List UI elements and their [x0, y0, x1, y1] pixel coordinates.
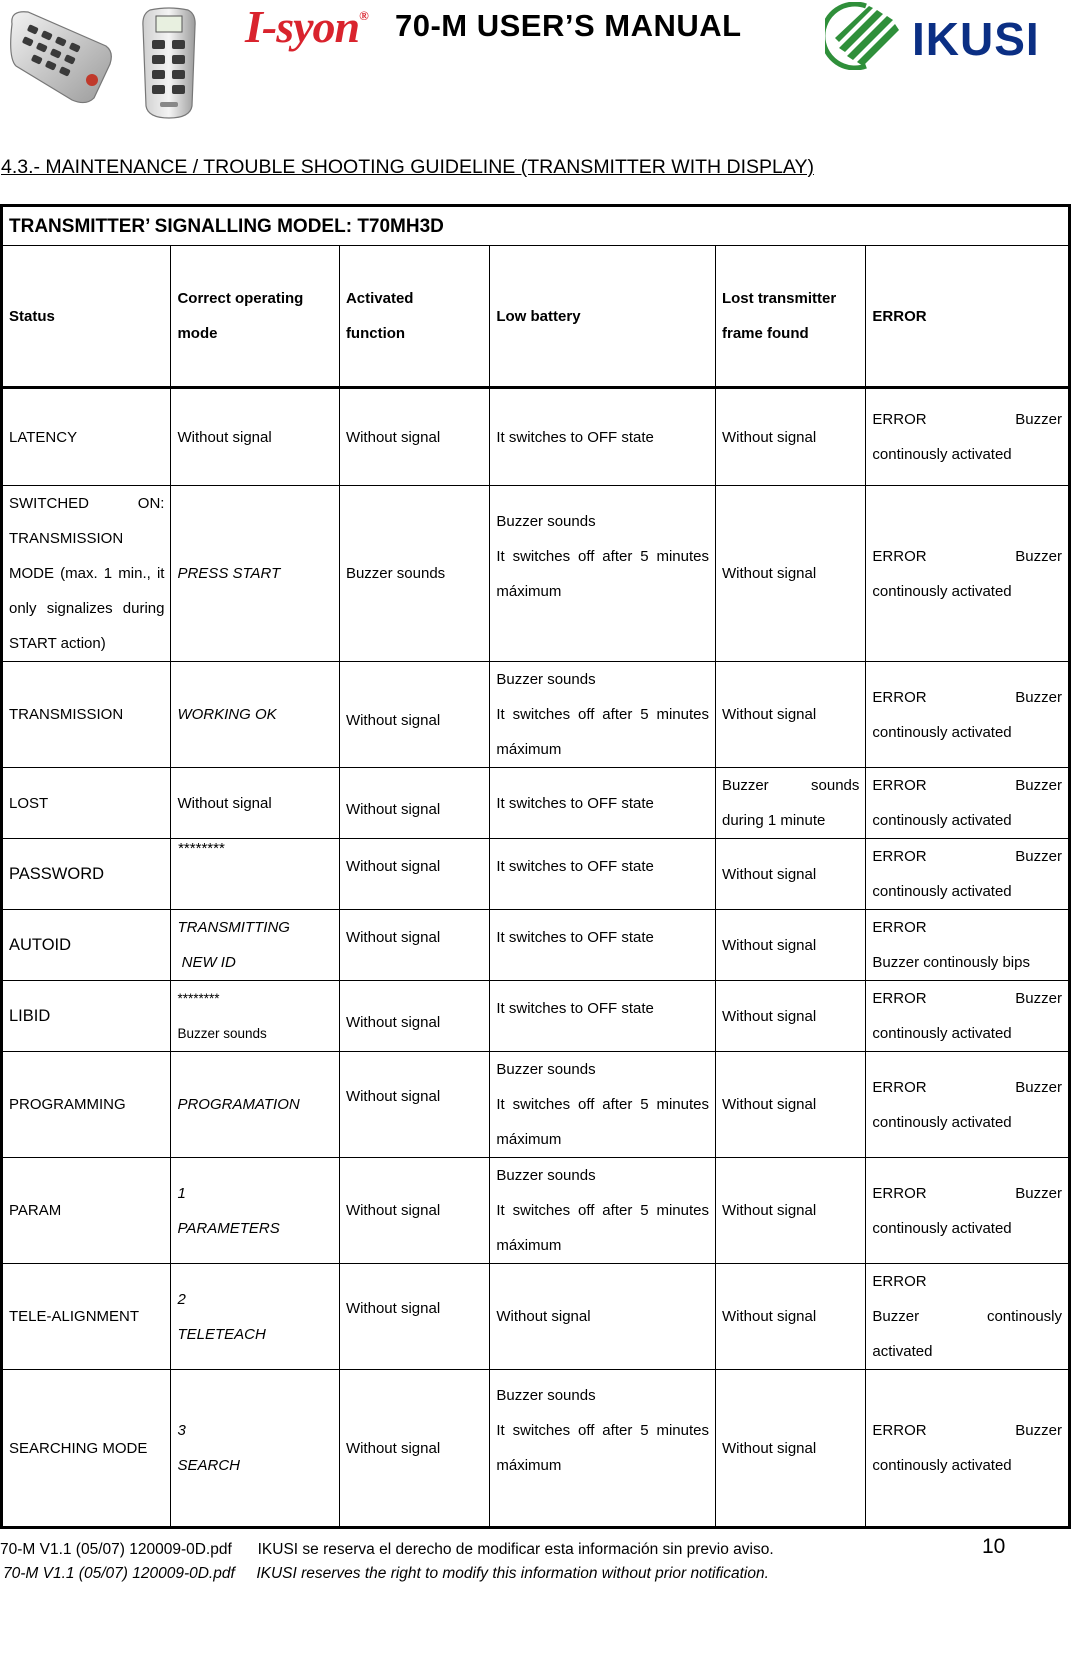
footer-line-spanish: 70-M V1.1 (05/07) 120009-0D.pdf IKUSI se reserva el derecho de modificar esta información sin previo aviso.	[0, 1541, 774, 1558]
error-line2: continously activated	[872, 446, 1012, 463]
page-header	[0, 0, 1072, 125]
cell-activated	[339, 839, 489, 910]
error-line2: continously activated	[872, 883, 1012, 900]
correct-line2: NEW ID	[177, 954, 236, 971]
battery-line1: Buzzer sounds	[496, 1387, 596, 1404]
cell-error	[866, 1264, 1070, 1370]
table-header-row	[2, 246, 1070, 388]
cell-activated	[339, 768, 489, 839]
activated-text: Without signal	[345, 712, 441, 729]
cell-error	[866, 981, 1070, 1052]
cell-battery	[490, 981, 716, 1052]
correct-line1: 3	[177, 1422, 186, 1439]
cell-lost: Without signal	[715, 1158, 865, 1264]
cell-correct	[171, 1370, 339, 1528]
cell-error	[866, 662, 1070, 768]
cell-battery: It switches to OFF state	[490, 768, 716, 839]
cell-activated	[339, 1264, 489, 1370]
error-line1: ERROR Buzzer	[872, 848, 1062, 865]
section-heading: 4.3.- MAINTENANCE / TROUBLE SHOOTING GUIDELINE (TRANSMITTER WITH DISPLAY)	[1, 156, 814, 178]
table-row	[2, 981, 1070, 1052]
error-line1: ERROR	[872, 1273, 927, 1290]
error-line2: continously activated	[872, 1219, 1012, 1237]
cell-activated: Without signal	[339, 1370, 489, 1528]
cell-battery: Without signal	[490, 1264, 716, 1370]
cell-error	[866, 1052, 1070, 1158]
cell-status: SEARCHING MODE	[2, 1370, 171, 1528]
manual-title: 70-M USER’S MANUAL	[395, 8, 742, 43]
battery-line2: It switches off after 5 minutes	[496, 547, 709, 565]
table-row	[2, 768, 1070, 839]
battery-text: It switches to OFF state	[496, 999, 654, 1017]
cell-correct	[171, 1264, 339, 1370]
cell-status: LOST	[2, 768, 171, 839]
footer-line-english: 70-M V1.1 (05/07) 120009-0D.pdf IKUSI reserves the right to modify this information without prior notification.	[3, 1565, 769, 1582]
status-line3: MODE (max. 1 min., it	[9, 565, 165, 582]
cell-error	[866, 839, 1070, 910]
error-line2: continously activated	[872, 723, 1012, 741]
cell-correct: PROGRAMATION	[171, 1052, 339, 1158]
cell-status: AUTOID	[2, 910, 171, 981]
ikusi-logo-icon	[825, 2, 907, 70]
cell-activated: Without signal	[339, 388, 489, 486]
error-line2: Buzzer continously bips	[872, 954, 1030, 971]
cell-error	[866, 388, 1070, 486]
battery-line2: It switches off after 5 minutes	[496, 1422, 709, 1439]
header-correct-mode	[171, 246, 339, 388]
error-line1: ERROR Buzzer	[872, 1422, 1062, 1439]
header-lost-line2: frame found	[721, 325, 809, 342]
error-line2: continously activated	[872, 812, 1012, 829]
correct-line1: 1	[177, 1184, 186, 1202]
cell-activated	[339, 1052, 489, 1158]
cell-correct	[171, 910, 339, 981]
cell-battery	[490, 839, 716, 910]
error-line1: ERROR Buzzer	[872, 1078, 1062, 1096]
error-line2: continously activated	[872, 582, 1012, 600]
cell-correct: PRESS START	[171, 486, 339, 662]
activated-text: Without signal	[345, 1300, 441, 1317]
header-activated-line1: Activated	[345, 290, 414, 307]
error-line2: continously activated	[872, 1457, 1012, 1474]
battery-line1: Buzzer sounds	[496, 512, 596, 530]
error-line1: ERROR Buzzer	[872, 990, 1062, 1007]
cell-lost: Without signal	[715, 981, 865, 1052]
cell-status: PROGRAMMING	[2, 1052, 171, 1158]
error-line2: continously activated	[872, 1113, 1012, 1131]
correct-text: ********	[177, 840, 225, 857]
remote-control-image	[6, 6, 114, 106]
cell-lost: Without signal	[715, 486, 865, 662]
activated-text: Without signal	[345, 857, 441, 875]
activated-text: Without signal	[345, 928, 441, 946]
company-name: IKUSI	[912, 13, 1040, 65]
error-line1: ERROR	[872, 919, 927, 936]
cell-battery	[490, 1370, 716, 1528]
cell-battery	[490, 486, 716, 662]
cell-activated: Buzzer sounds	[339, 486, 489, 662]
activated-text: Without signal	[345, 1013, 441, 1031]
error-line1: ERROR Buzzer	[872, 688, 1062, 706]
spacer	[496, 1483, 709, 1518]
status-line5: START action)	[9, 635, 106, 652]
page-number: 10	[982, 1535, 1006, 1558]
brand-name: I-syon	[245, 1, 360, 52]
remote-control-display-image	[140, 6, 198, 121]
spacer	[496, 609, 709, 644]
correct-line1: ********	[177, 991, 220, 1006]
header-correct-line1: Correct operating	[177, 290, 304, 307]
cell-correct: Without signal	[171, 388, 339, 486]
cell-lost: Without signal	[715, 388, 865, 486]
header-correct-line2: mode	[177, 325, 218, 342]
table-row	[2, 388, 1070, 486]
cell-correct	[171, 839, 339, 910]
cell-error	[866, 1370, 1070, 1528]
cell-status: TELE-ALIGNMENT	[2, 1264, 171, 1370]
error-line1: ERROR Buzzer	[872, 777, 1062, 794]
cell-status: PASSWORD	[2, 839, 171, 910]
cell-correct: WORKING OK	[171, 662, 339, 768]
table-row	[2, 839, 1070, 910]
cell-correct	[171, 981, 339, 1052]
error-line1: ERROR Buzzer	[872, 547, 1062, 565]
cell-correct	[171, 1158, 339, 1264]
battery-line3: máximum	[496, 1131, 562, 1148]
cell-battery	[490, 1052, 716, 1158]
cell-error	[866, 910, 1070, 981]
header-lost-line1: Lost transmitter	[721, 290, 837, 307]
cell-lost	[715, 768, 865, 839]
activated-text: Without signal	[345, 1088, 441, 1105]
lost-line1: Buzzer sounds	[721, 777, 860, 794]
battery-text: It switches to OFF state	[496, 857, 654, 875]
status-line4: only signalizes during	[9, 600, 165, 617]
table-row	[2, 1370, 1070, 1528]
signalling-table	[0, 204, 1071, 1529]
battery-line1: Buzzer sounds	[496, 671, 596, 688]
cell-battery	[490, 662, 716, 768]
cell-battery	[490, 1158, 716, 1264]
cell-status	[2, 486, 171, 662]
battery-line3: máximum	[496, 582, 562, 600]
cell-status: LATENCY	[2, 388, 171, 486]
cell-battery	[490, 910, 716, 981]
cell-status: TRANSMISSION	[2, 662, 171, 768]
battery-line3: máximum	[496, 741, 562, 758]
correct-line2: Buzzer sounds	[177, 1026, 267, 1041]
table-caption-row	[2, 206, 1070, 246]
table-row	[2, 1052, 1070, 1158]
table-row	[2, 1158, 1070, 1264]
error-line2: continously activated	[872, 1025, 1012, 1042]
cell-lost: Without signal	[715, 1370, 865, 1528]
error-line3: activated	[872, 1343, 933, 1360]
correct-line1: 2	[177, 1290, 186, 1308]
correct-line2: PARAMETERS	[177, 1219, 280, 1237]
registered-mark: ®	[359, 8, 368, 23]
error-line2: Buzzer continously	[872, 1308, 1062, 1325]
cell-status: PARAM	[2, 1158, 171, 1264]
battery-line2: It switches off after 5 minutes	[496, 706, 709, 723]
battery-line3: máximum	[496, 1457, 562, 1474]
battery-line3: máximum	[496, 1237, 562, 1254]
battery-line1: Buzzer sounds	[496, 1167, 596, 1184]
table-row	[2, 910, 1070, 981]
cell-correct: Without signal	[171, 768, 339, 839]
battery-text: It switches to OFF state	[496, 928, 654, 946]
activated-text: Without signal	[345, 800, 441, 818]
cell-activated	[339, 910, 489, 981]
header-error: ERROR	[866, 246, 1070, 388]
cell-activated: Without signal	[339, 1158, 489, 1264]
table-caption: TRANSMITTER’ SIGNALLING MODEL: T70MH3D	[2, 206, 1070, 246]
cell-lost: Without signal	[715, 1052, 865, 1158]
cell-lost: Without signal	[715, 662, 865, 768]
cell-error	[866, 486, 1070, 662]
battery-line2: It switches off after 5 minutes	[496, 1096, 709, 1113]
error-line1: ERROR Buzzer	[872, 1184, 1062, 1202]
battery-line1: Buzzer sounds	[496, 1061, 596, 1078]
lost-line2: during 1 minute	[721, 812, 826, 829]
cell-activated	[339, 662, 489, 768]
header-low-battery: Low battery	[490, 246, 716, 388]
cell-lost: Without signal	[715, 839, 865, 910]
table-row	[2, 486, 1070, 662]
status-line2: TRANSMISSION	[9, 530, 124, 547]
cell-battery: It switches to OFF state	[490, 388, 716, 486]
header-activated-function	[339, 246, 489, 388]
correct-line2: SEARCH	[177, 1457, 240, 1474]
cell-error	[866, 1158, 1070, 1264]
header-status: Status	[2, 246, 171, 388]
battery-line2: It switches off after 5 minutes	[496, 1202, 709, 1219]
cell-lost: Without signal	[715, 910, 865, 981]
brand-logo	[245, 0, 368, 53]
correct-line1: TRANSMITTING	[177, 919, 290, 936]
header-lost-transmitter	[715, 246, 865, 388]
table-row	[2, 1264, 1070, 1370]
table-row	[2, 662, 1070, 768]
error-line1: ERROR Buzzer	[872, 411, 1062, 428]
cell-error	[866, 768, 1070, 839]
cell-status: LIBID	[2, 981, 171, 1052]
correct-line2: TELETEACH	[177, 1325, 266, 1343]
header-activated-line2: function	[345, 325, 406, 342]
status-line1: SWITCHED ON:	[9, 495, 165, 512]
cell-activated	[339, 981, 489, 1052]
cell-lost: Without signal	[715, 1264, 865, 1370]
